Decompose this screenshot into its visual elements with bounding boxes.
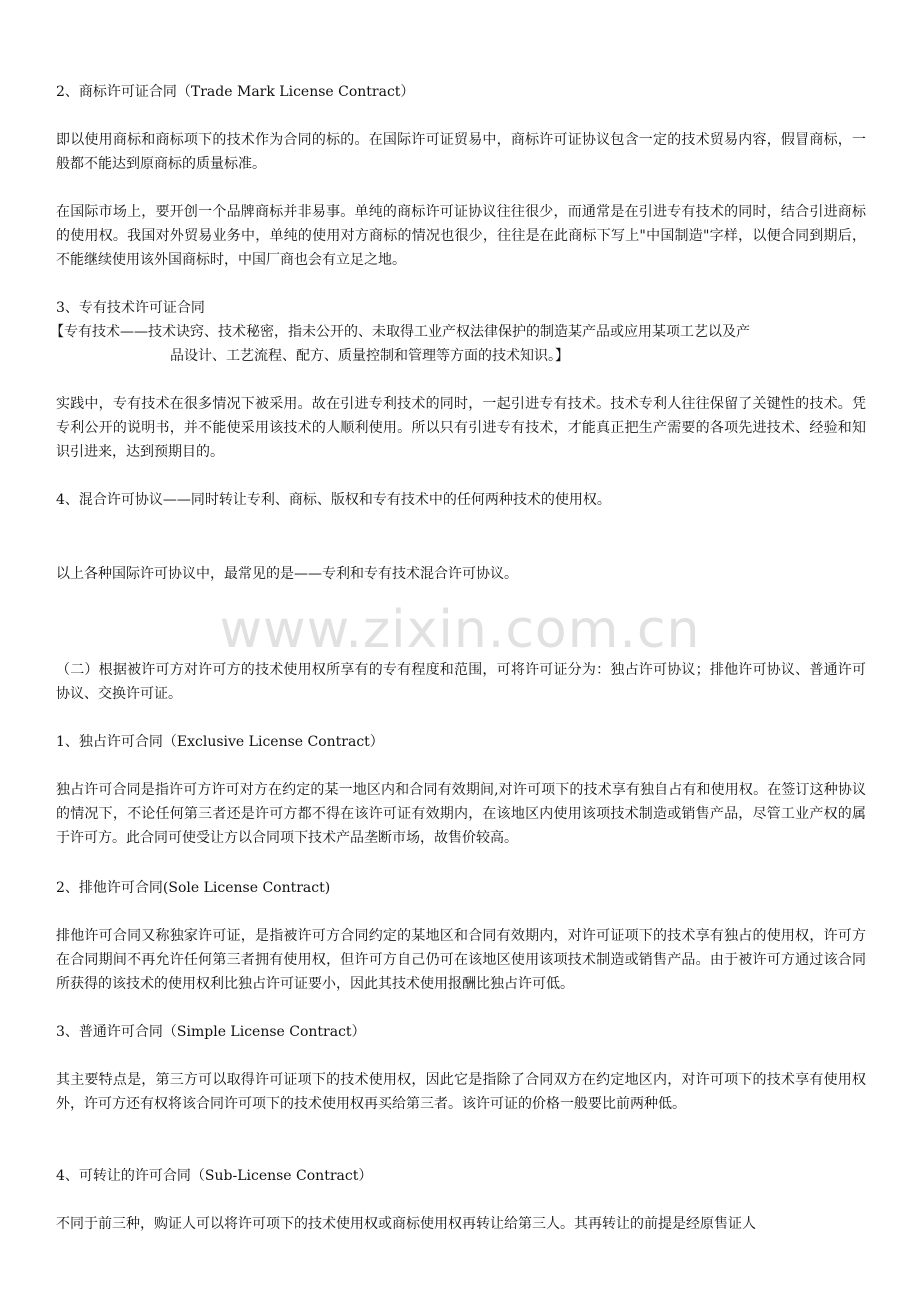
paragraph-license-classification: （二）根据被许可方对许可方的技术使用权所享有的专有程度和范围，可将许可证分为：独占许可协议；排他许可协议、普通许可协议、交换许可证。 bbox=[56, 662, 866, 702]
paragraph-knowhow-practice: 实践中，专有技术在很多情况下被采用。故在引进专利技术的同时，一起引进专有技术。技术专利人往往保留了关键性的技术。凭专利公开的说明书，并不能使采用该技术的人顺利使用。所以只有引进专有技术，才能真正把生产需要的各项先进技术、经验和知识引进来，达到预期目的。 bbox=[56, 396, 866, 460]
paragraph-sub-license: 不同于前三种，购证人可以将许可项下的技术使用权或商标使用权再转让给第三人。其再转让的前提是经原售证人 bbox=[56, 1216, 756, 1232]
paragraph-most-common: 以上各种国际许可协议中，最常见的是——专利和专有技术混合许可协议。 bbox=[56, 566, 518, 582]
heading-sole-license: 2、排他许可合同(Sole License Contract) bbox=[56, 880, 331, 896]
watermark: www.zixin.com.cn bbox=[219, 600, 701, 660]
heading-exclusive-license: 1、独占许可合同（Exclusive License Contract） bbox=[56, 734, 384, 750]
paragraph-simple-license: 其主要特点是，第三方可以取得许可证项下的技术使用权，因此它是指除了合同双方在约定地区内，对许可项下的技术享有使用权外，许可方还有权将该合同许可项下的技术使用权再买给第三者。该许可证的价格一般要比前两种低。 bbox=[56, 1072, 866, 1112]
knowhow-definition-note bbox=[50, 320, 866, 368]
knowhow-note-line-1: 【专有技术——技术诀窍、技术秘密，指未公开的、未取得工业产权法律保护的制造某产品或应用某项工艺以及产 bbox=[50, 324, 750, 340]
heading-mixed-license: 4、混合许可协议——同时转让专利、商标、版权和专有技术中的任何两种技术的使用权。 bbox=[56, 492, 611, 508]
heading-trademark-license: 2、商标许可证合同（Trade Mark License Contract） bbox=[56, 84, 415, 100]
heading-simple-license: 3、普通许可合同（Simple License Contract） bbox=[56, 1024, 366, 1040]
heading-sub-license: 4、可转让的许可合同（Sub-License Contract） bbox=[56, 1168, 373, 1184]
paragraph-sole-license: 排他许可合同又称独家许可证，是指被许可方合同约定的某地区和合同有效期内，对许可证项下的技术享有独占的使用权，许可方在合同期间不再允许任何第三者拥有使用权，但许可方自己仍可在该地区使用该项技术制造或销售产品。由于被许可方通过该合同所获得的该技术的使用权利比独占许可证要小，因此其技术使用报酬比独占许可低。 bbox=[56, 928, 866, 992]
knowhow-note-line-2: 品设计、工艺流程、配方、质量控制和管理等方面的技术知识。】 bbox=[170, 348, 569, 364]
paragraph-trademark-market: 在国际市场上，要开创一个品牌商标并非易事。单纯的商标许可证协议往往很少，而通常是在引进专有技术的同时，结合引进商标的使用权。我国对外贸易业务中，单纯的使用对方商标的情况也很少，往往是在此商标下写上"中国制造"字样，以便合同到期后，不能继续使用该外国商标时，中国厂商也会有立足之地。 bbox=[56, 204, 866, 268]
paragraph-exclusive-license: 独占许可合同是指许可方许可对方在约定的某一地区内和合同有效期间,对许可项下的技术享有独自占有和使用权。在签订这种协议的情况下，不论任何第三者还是许可方都不得在该许可证有效期内，在该地区内使用该项技术制造或销售产品，尽管工业产权的属于许可方。此合同可使受让方以合同项下技术产品垄断市场，故售价较高。 bbox=[56, 782, 866, 846]
paragraph-trademark-definition: 即以使用商标和商标项下的技术作为合同的标的。在国际许可证贸易中，商标许可证协议包含一定的技术贸易内容，假冒商标，一般都不能达到原商标的质量标准。 bbox=[56, 132, 866, 172]
heading-knowhow-license: 3、专有技术许可证合同 bbox=[56, 300, 205, 316]
